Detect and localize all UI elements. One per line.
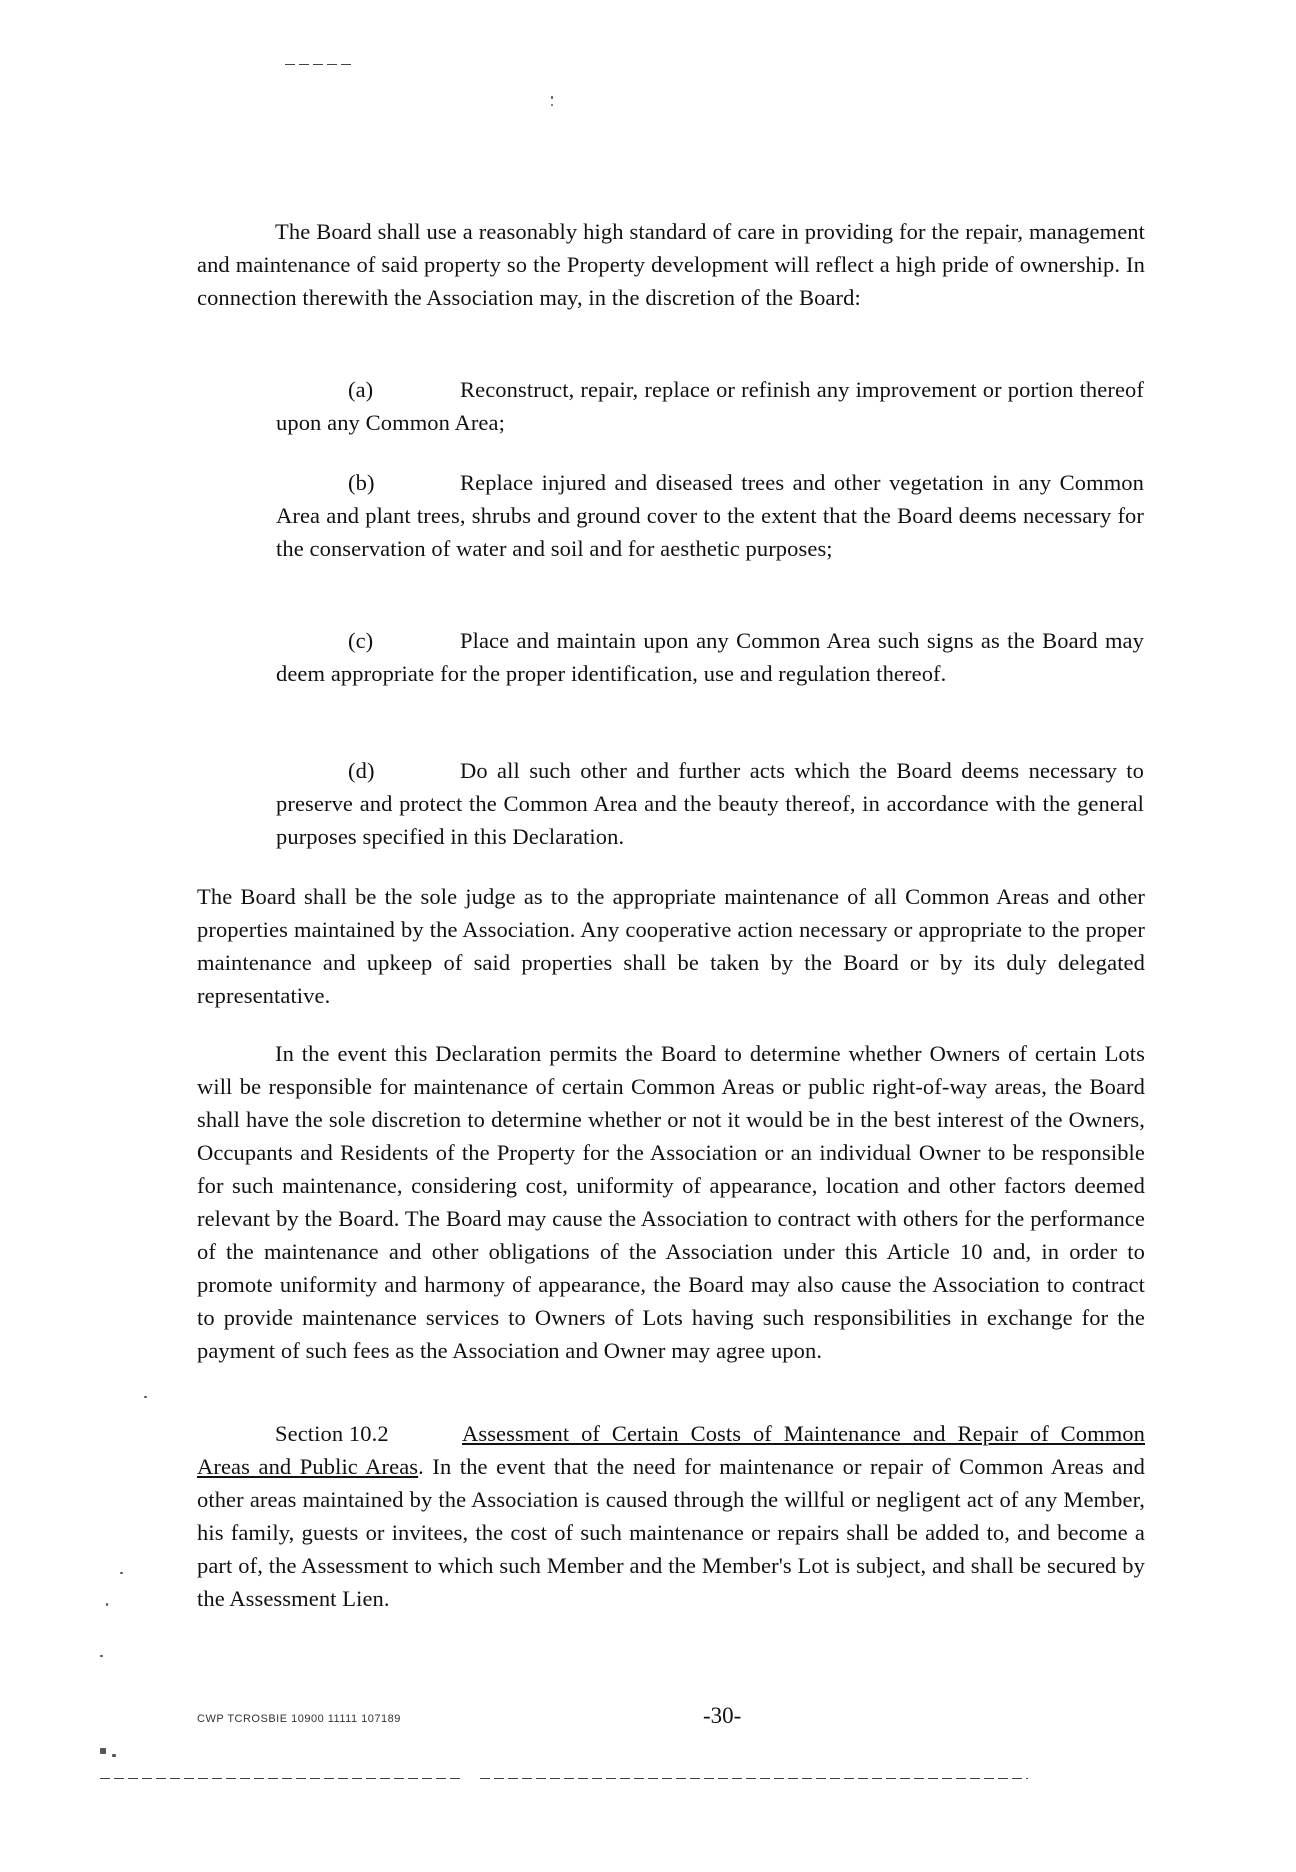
scan-artifact <box>106 1603 108 1606</box>
list-item-c <box>276 624 1144 690</box>
event-paragraph: In the event this Declaration permits the Board to determine whether Owners of certain Lots will be responsible for maintenance of certain Common Areas or public right-of-way areas, the Board shall have the sole discretion to determine whether or not it would be in the best interest of the Owners, Occupants and Residents of the Property for the Association or an individual Owner to be responsible for such maintenance, considering cost, uniformity of appearance, location and other factors deemed relevant by the Board. The Board may cause the Association to contract with others for the performance of the maintenance and other obligations of the Association under this Article 10 and, in order to promote uniformity and harmony of appearance, the Board may also cause the Association to contract to provide maintenance services to Owners of Lots having such responsibilities in exchange for the payment of such fees as the Association and Owner may agree upon. <box>197 1041 1145 1363</box>
scan-artifact <box>112 1754 116 1757</box>
list-text-a: Reconstruct, repair, replace or refinish any improvement or portion thereof upon any Common Area; <box>276 377 1144 435</box>
section-10-2 <box>197 1417 1145 1615</box>
list-text-b: Replace injured and diseased trees and other vegetation in any Common Area and plant trees, shrubs and ground cover to the extent that the Board deems necessary for the conservation of water and soil and for aesthetic purposes; <box>276 470 1144 561</box>
list-marker-c: (c) <box>348 628 374 653</box>
scan-artifact <box>285 64 355 65</box>
scan-artifact <box>100 1778 460 1779</box>
page-number: -30- <box>703 1703 742 1728</box>
section-title: Assessment of Certain Costs of Maintenance and Repair of Common Areas and Public Areas <box>197 1421 1145 1479</box>
intro-paragraph: The Board shall use a reasonably high standard of care in providing for the repair, management and maintenance of said property so the Property development will reflect a high pride of ownership. In connection therewith the Association may, in the discretion of the Board: <box>197 219 1145 310</box>
list-item-a <box>276 373 1144 439</box>
list-marker-d: (d) <box>348 758 375 783</box>
scan-artifact <box>144 1396 147 1398</box>
scan-artifact <box>120 1572 123 1574</box>
list-item-d <box>276 754 1144 853</box>
board-paragraph: The Board shall be the sole judge as to the appropriate maintenance of all Common Areas and other properties maintained by the Association. Any cooperative action necessary or appropriate to the proper maintenance and upkeep of said properties shall be taken by the Board or by its duly delegated representative. <box>197 884 1145 1008</box>
scan-artifact <box>100 1748 106 1754</box>
scan-artifact <box>100 1655 103 1657</box>
scan-artifact <box>551 104 553 106</box>
section-body: . In the event that the need for maintenance or repair of Common Areas and other areas maintained by the Association is caused through the willful or negligent act of any Member, his family, guests or invitees, the cost of such maintenance or repairs shall be added to, and become a part of, the Assessment to which such Member and the Member's Lot is subject, and shall be secured by the Assessment Lien. <box>197 1454 1145 1611</box>
list-text-d: Do all such other and further acts which the Board deems necessary to preserve and protect the Common Area and the beauty thereof, in accordance with the general purposes specified in this Declaration. <box>276 758 1144 849</box>
scan-artifact <box>480 1778 1028 1779</box>
list-item-b <box>276 466 1144 565</box>
scan-artifact <box>551 96 553 99</box>
list-text-c: Place and maintain upon any Common Area such signs as the Board may deem appropriate for the proper identification, use and regulation thereof. <box>276 628 1144 686</box>
footer-code: CWP TCROSBIE 10900 11111 107189 <box>197 1713 401 1725</box>
list-marker-a: (a) <box>348 377 374 402</box>
section-number: Section 10.2 <box>275 1421 389 1446</box>
list-marker-b: (b) <box>348 470 375 495</box>
